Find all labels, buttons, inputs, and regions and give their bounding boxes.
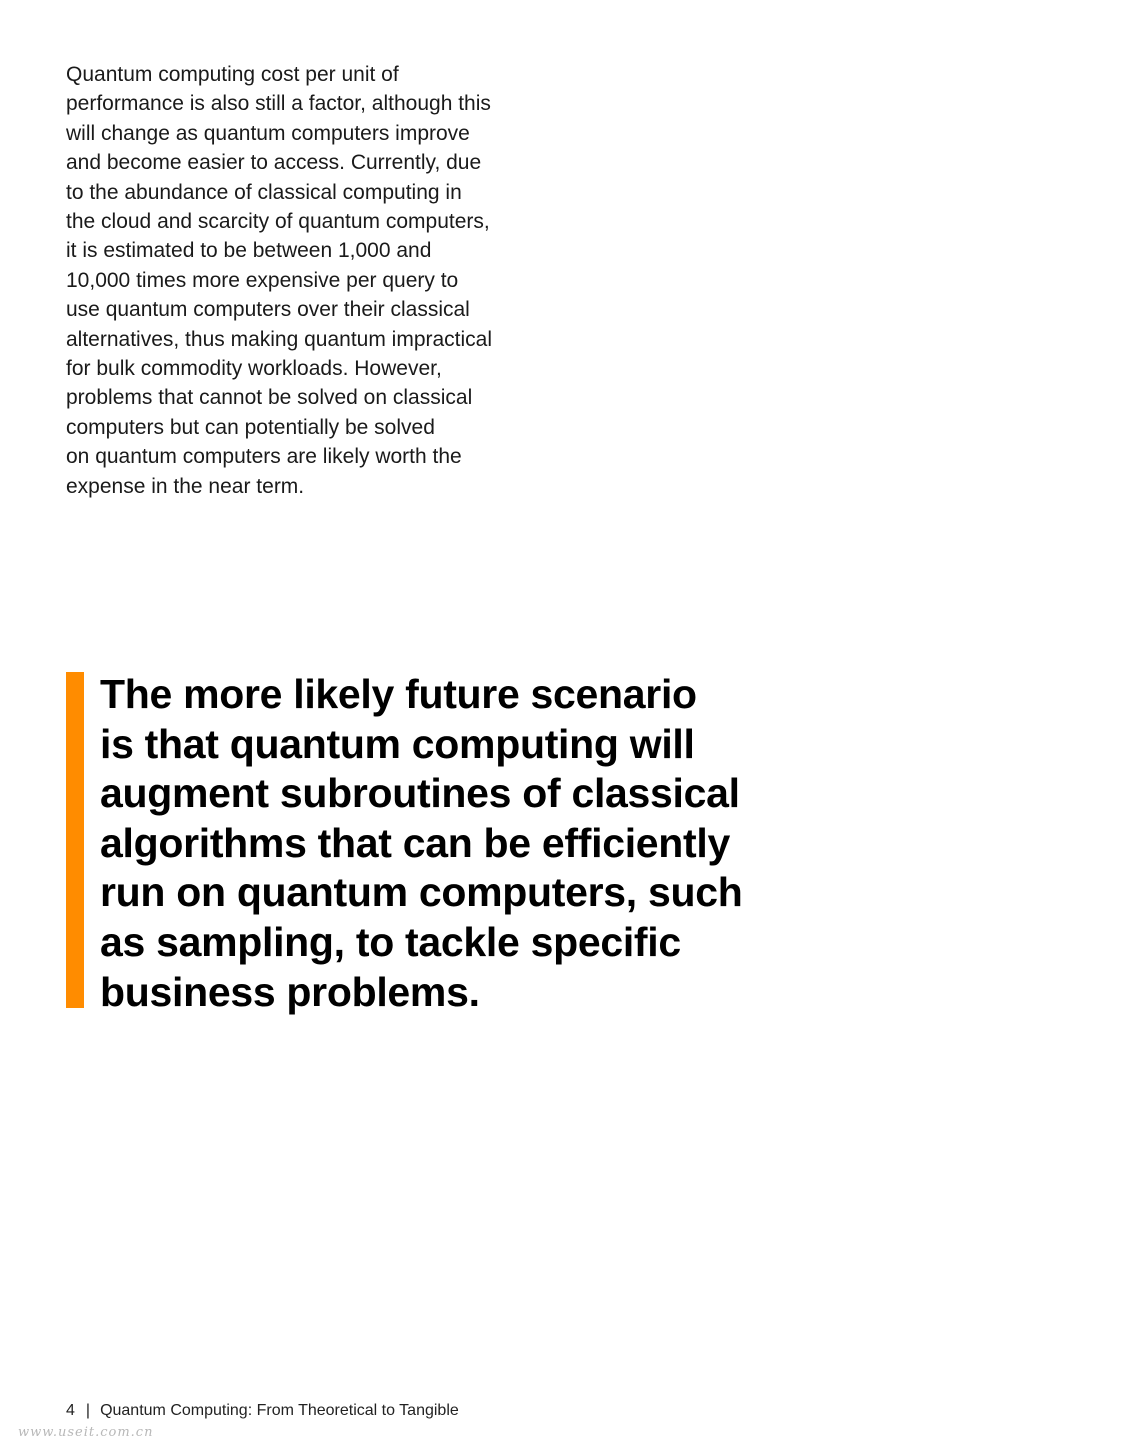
body-line: use quantum computers over their classical xyxy=(66,298,470,322)
body-line: to the abundance of classical computing in xyxy=(66,180,462,204)
body-line: computers but can potentially be solved xyxy=(66,415,435,439)
body-line: the cloud and scarcity of quantum computers, xyxy=(66,210,490,234)
body-line: problems that cannot be solved on classical xyxy=(66,386,473,410)
pull-quote-line: is that quantum computing will xyxy=(100,720,695,767)
watermark: www.useit.com.cn xyxy=(18,1425,154,1440)
pull-quote-accent-bar xyxy=(66,672,84,1008)
body-line: it is estimated to be between 1,000 and xyxy=(66,239,432,263)
body-line: on quantum computers are likely worth the xyxy=(66,445,462,469)
body-line: alternatives, thus making quantum impractical xyxy=(66,327,493,351)
body-line: expense in the near term. xyxy=(66,474,305,498)
pull-quote-line: algorithms that can be efficiently xyxy=(100,819,730,866)
body-line: performance is also still a factor, although this xyxy=(66,92,491,116)
pull-quote-text xyxy=(100,670,742,1017)
pull-quote-line: as sampling, to tackle specific xyxy=(100,918,681,965)
body-line: for bulk commodity workloads. However, xyxy=(66,357,442,381)
page-number: 4 xyxy=(66,1402,75,1419)
pull-quote-line: The more likely future scenario xyxy=(100,671,697,717)
pull-quote-line: business problems. xyxy=(100,968,480,1015)
body-paragraph xyxy=(66,60,556,501)
pull-quote-line: augment subroutines of classical xyxy=(100,770,740,817)
body-line: 10,000 times more expensive per query to xyxy=(66,268,459,292)
document-title: Quantum Computing: From Theoretical to Tangible xyxy=(100,1402,459,1419)
body-line: will change as quantum computers improve xyxy=(66,121,470,145)
page-footer xyxy=(66,1401,459,1421)
pull-quote xyxy=(66,670,826,1015)
footer-separator: | xyxy=(85,1402,91,1419)
body-line: Quantum computing cost per unit of xyxy=(66,63,399,86)
pull-quote-line: run on quantum computers, such xyxy=(100,869,743,916)
body-line: and become easier to access. Currently, due xyxy=(66,151,482,175)
